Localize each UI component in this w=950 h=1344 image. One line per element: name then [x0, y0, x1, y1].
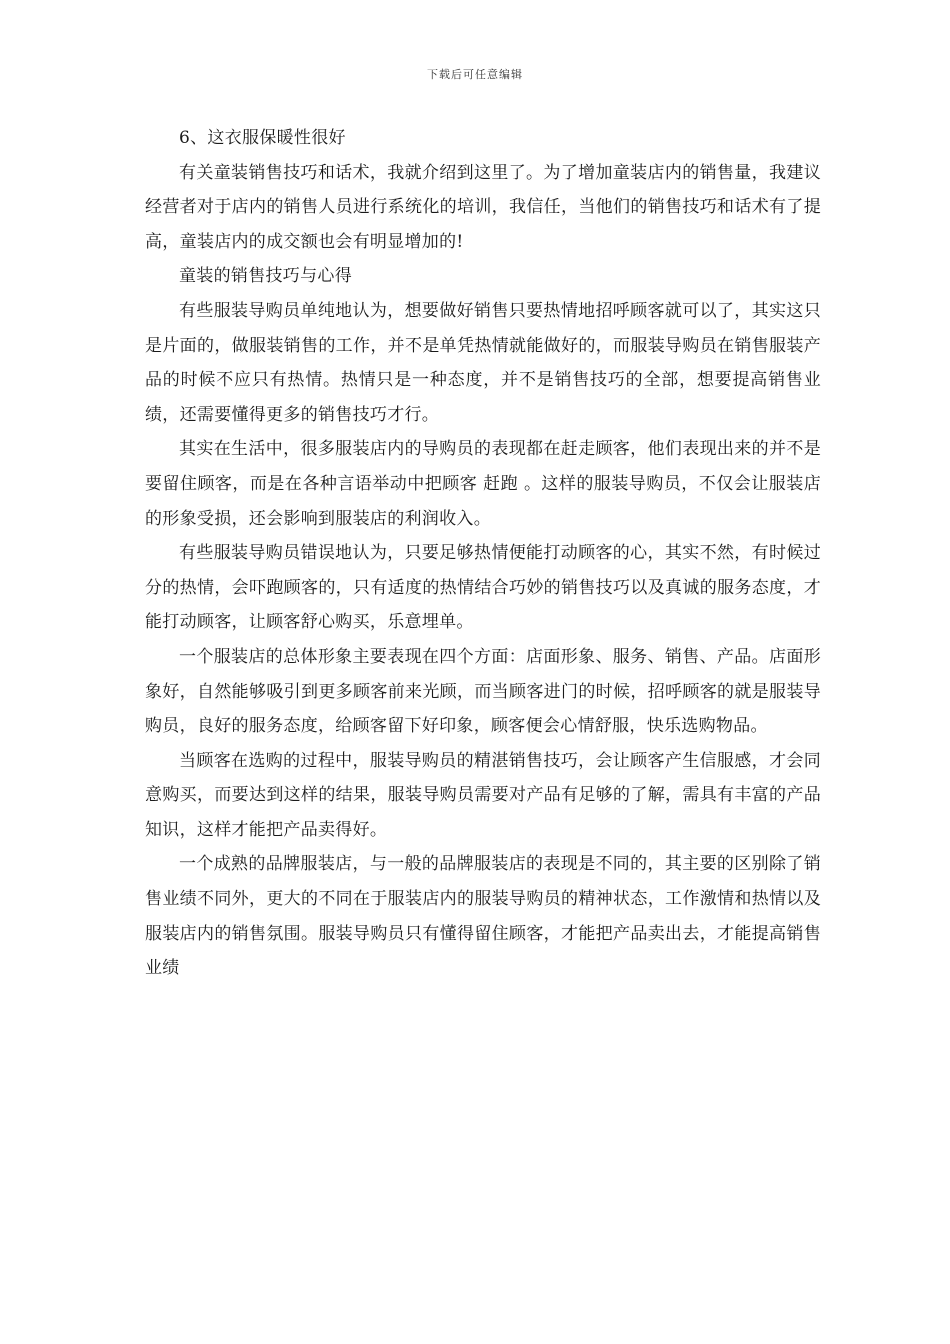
paragraph: 有些服装导购员错误地认为，只要足够热情便能打动顾客的心，其实不然，有时候过分的热情，会吓跑顾客的，只有适度的热情结合巧妙的销售技巧以及真诚的服务态度，才能打动顾客，让顾客舒心购买，乐意埋单。	[145, 543, 821, 633]
paragraph: 当顾客在选购的过程中，服装导购员的精湛销售技巧，会让顾客产生信服感，才会同意购买，而要达到这样的结果，服装导购员需要对产品有足够的了解，需具有丰富的产品知识，这样才能把产品卖得好。	[145, 750, 821, 840]
paragraph: 有些服装导购员单纯地认为，想要做好销售只要热情地招呼顾客就可以了，其实这只是片面的，做服装销售的工作，并不是单凭热情就能做好的，而服装导购员在销售服装产品的时候不应只有热情。热情只是一种态度，并不是销售技巧的全部，想要提高销售业绩，还需要懂得更多的销售技巧才行。	[145, 300, 821, 425]
document-body	[145, 121, 821, 986]
paragraph: 一个成熟的品牌服装店，与一般的品牌服装店的表现是不同的，其主要的区别除了销售业绩不同外，更大的不同在于服装店内的服装导购员的精神状态，工作激情和热情以及服装店内的销售氛围。服装导购员只有懂得留住顾客，才能把产品卖出去，才能提高销售业绩	[145, 854, 821, 979]
paragraph-conclusion: 有关童装销售技巧和话术，我就介绍到这里了。为了增加童装店内的销售量，我建议经营者对于店内的销售人员进行系统化的培训，我信任，当他们的销售技巧和话术有了提高，童装店内的成交额也会有明显增加的!	[145, 162, 821, 252]
paragraph: 一个服装店的总体形象主要表现在四个方面：店面形象、服务、销售、产品。店面形象好，自然能够吸引到更多顾客前来光顾，而当顾客进门的时候，招呼顾客的就是服装导购员，良好的服务态度，给顾客留下好印象，顾客便会心情舒服，快乐选购物品。	[145, 646, 821, 737]
list-item-warmth: 6、这衣服保暖性很好	[179, 128, 346, 148]
paragraph: 其实在生活中，很多服装店内的导购员的表现都在赶走顾客，他们表现出来的并不是要留住顾客，而是在各种言语举动中把顾客 赶跑 。这样的服装导购员，不仅会让服装店的形象受损，还会影响到服装店的利润收入。	[145, 439, 821, 529]
section-title: 童装的销售技巧与心得	[179, 266, 352, 287]
page-header: 下载后可任意编辑	[427, 68, 523, 81]
